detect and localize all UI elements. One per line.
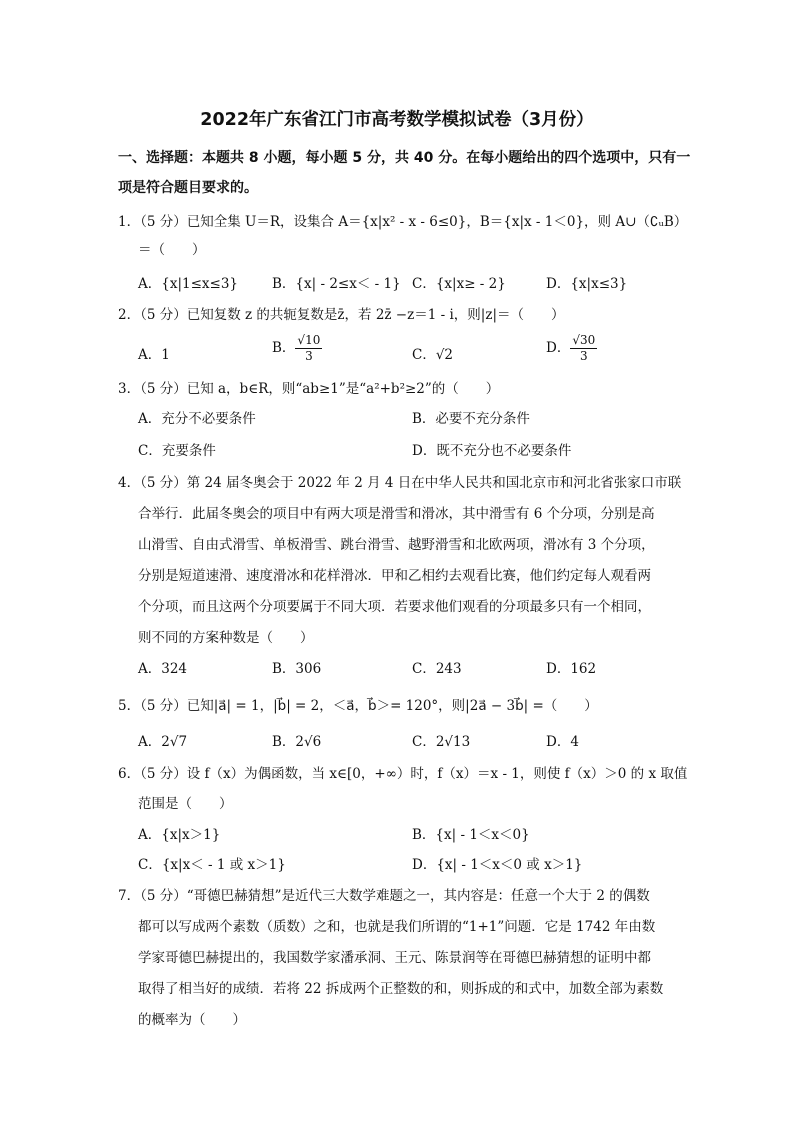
question-2-option-d	[546, 333, 597, 364]
question-4-option-b: B．306	[272, 661, 322, 677]
question-2-option-d-fraction	[570, 333, 597, 364]
question-4-stem-line2: 合举行．此届冬奥会的项目中有两大项是滑雪和滑冰，其中滑雪有 6 个分项，分别是高	[138, 506, 655, 522]
question-5-option-a: A．2√7	[138, 734, 188, 750]
fraction-denominator: 3	[305, 349, 313, 363]
question-4-stem-line4: 分别是短道速滑、速度滑冰和花样滑冰．甲和乙相约去观看比赛，他们约定每人观看两	[138, 568, 651, 584]
question-2-option-b-fraction	[295, 333, 322, 364]
question-1-option-d: D．{x|x≤3}	[546, 276, 628, 292]
question-3-option-c: C．充要条件	[138, 443, 216, 459]
question-5-option-d: D．4	[546, 734, 579, 750]
fraction-numerator: √30	[572, 333, 596, 347]
question-5-option-c: C．2√13	[412, 734, 471, 750]
question-7-stem-line4: 取得了相当好的成绩．若将 22 拆成两个正整数的和，则拆成的和式中，加数全部为素数	[138, 981, 664, 997]
question-1-option-b: B．{x| - 2≤x＜ - 1}	[272, 276, 401, 292]
question-5-stem: 5．（5 分）已知|a⃗| = 1，|b⃗| = 2，＜a⃗，b⃗＞= 120°，则|2a⃗ − 3b⃗| =（ ）	[118, 698, 598, 714]
question-4-option-a: A．324	[138, 661, 188, 677]
question-2-option-b	[272, 333, 322, 364]
question-4-stem-line3: 山滑雪、自由式滑雪、单板滑雪、跳台滑雪、越野滑雪和北欧两项，滑冰有 3 个分项，	[138, 537, 655, 553]
fraction-numerator: √10	[297, 333, 321, 347]
question-4-stem-line1: 4．（5 分）第 24 届冬奥会于 2022 年 2 月 4 日在中华人民共和国北京市和河北省张家口市联	[118, 475, 682, 491]
question-3-option-a: A．充分不必要条件	[138, 411, 256, 427]
question-5-option-b: B．2√6	[272, 734, 322, 750]
question-1-option-a: A．{x|1≤x≤3}	[138, 276, 239, 292]
question-6-option-b: B．{x| - 1＜x＜0}	[412, 827, 530, 843]
section-heading-line2: 项是符合题目要求的。	[118, 180, 258, 196]
question-6-stem-line1: 6．（5 分）设 f（x）为偶函数，当 x∈[0，+∞）时，f（x）＝x - 1，则使 f（x）＞0 的 x 取值	[118, 766, 688, 782]
question-6-option-c: C．{x|x＜ - 1 或 x＞1}	[138, 857, 286, 873]
question-2-option-a: A．1	[138, 347, 170, 363]
question-1-option-c: C．{x|x≥ - 2}	[412, 276, 506, 292]
question-7-stem-line1: 7．（5 分）“哥德巴赫猜想”是近代三大数学难题之一，其内容是：任意一个大于 2 的偶数	[118, 888, 650, 904]
page-title: 2022年广东省江门市高考数学模拟试卷（3月份）	[200, 110, 594, 130]
question-6-option-d: D．{x| - 1＜x＜0 或 x＞1}	[412, 857, 583, 873]
question-1-stem-line1: 1．（5 分）已知全集 U＝R，设集合 A＝{x|x² - x - 6≤0}，B＝{x|x - 1＜0}，则 A∪（∁ᵤB）	[118, 214, 688, 230]
question-6-stem-line2: 范围是（ ）	[138, 796, 233, 812]
question-7-stem-line2: 都可以写成两个素数（质数）之和，也就是我们所谓的“1+1”问题．它是 1742 年由数	[138, 919, 656, 935]
question-4-stem-line5: 个分项，而且这两个分项要属于不同大项．若要求他们观看的分项最多只有一个相同，	[138, 599, 651, 615]
question-4-stem-line6: 则不同的方案种数是（ ）	[138, 630, 314, 646]
question-4-option-d: D．162	[546, 661, 597, 677]
question-3-option-d: D．既不充分也不必要条件	[412, 443, 572, 459]
question-3-option-b: B．必要不充分条件	[412, 411, 530, 427]
question-2-option-c: C．√2	[412, 347, 454, 363]
question-6-option-a: A．{x|x＞1}	[138, 827, 221, 843]
question-3-stem: 3．（5 分）已知 a，b∈R，则“ab≥1”是“a²+b²≥2”的（ ）	[118, 381, 500, 397]
question-7-stem-line3: 学家哥德巴赫提出的，我国数学家潘承洞、王元、陈景润等在哥德巴赫猜想的证明中都	[138, 950, 651, 966]
question-4-option-c: C．243	[412, 661, 462, 677]
question-2-option-b-label: B．	[272, 340, 296, 356]
question-2-option-d-label: D．	[546, 340, 571, 356]
question-2-stem: 2．（5 分）已知复数 z 的共轭复数是z̄，若 2z̄ −z＝1 - i，则|z|＝（ ）	[118, 307, 565, 323]
fraction-denominator: 3	[579, 349, 588, 363]
question-7-stem-line5: 的概率为（ ）	[138, 1012, 246, 1028]
section-heading-line1: 一、选择题：本题共 8 小题，每小题 5 分，共 40 分。在每小题给出的四个选项中，只有一	[118, 150, 691, 166]
question-1-stem-line2: ＝（ ）	[138, 242, 206, 258]
